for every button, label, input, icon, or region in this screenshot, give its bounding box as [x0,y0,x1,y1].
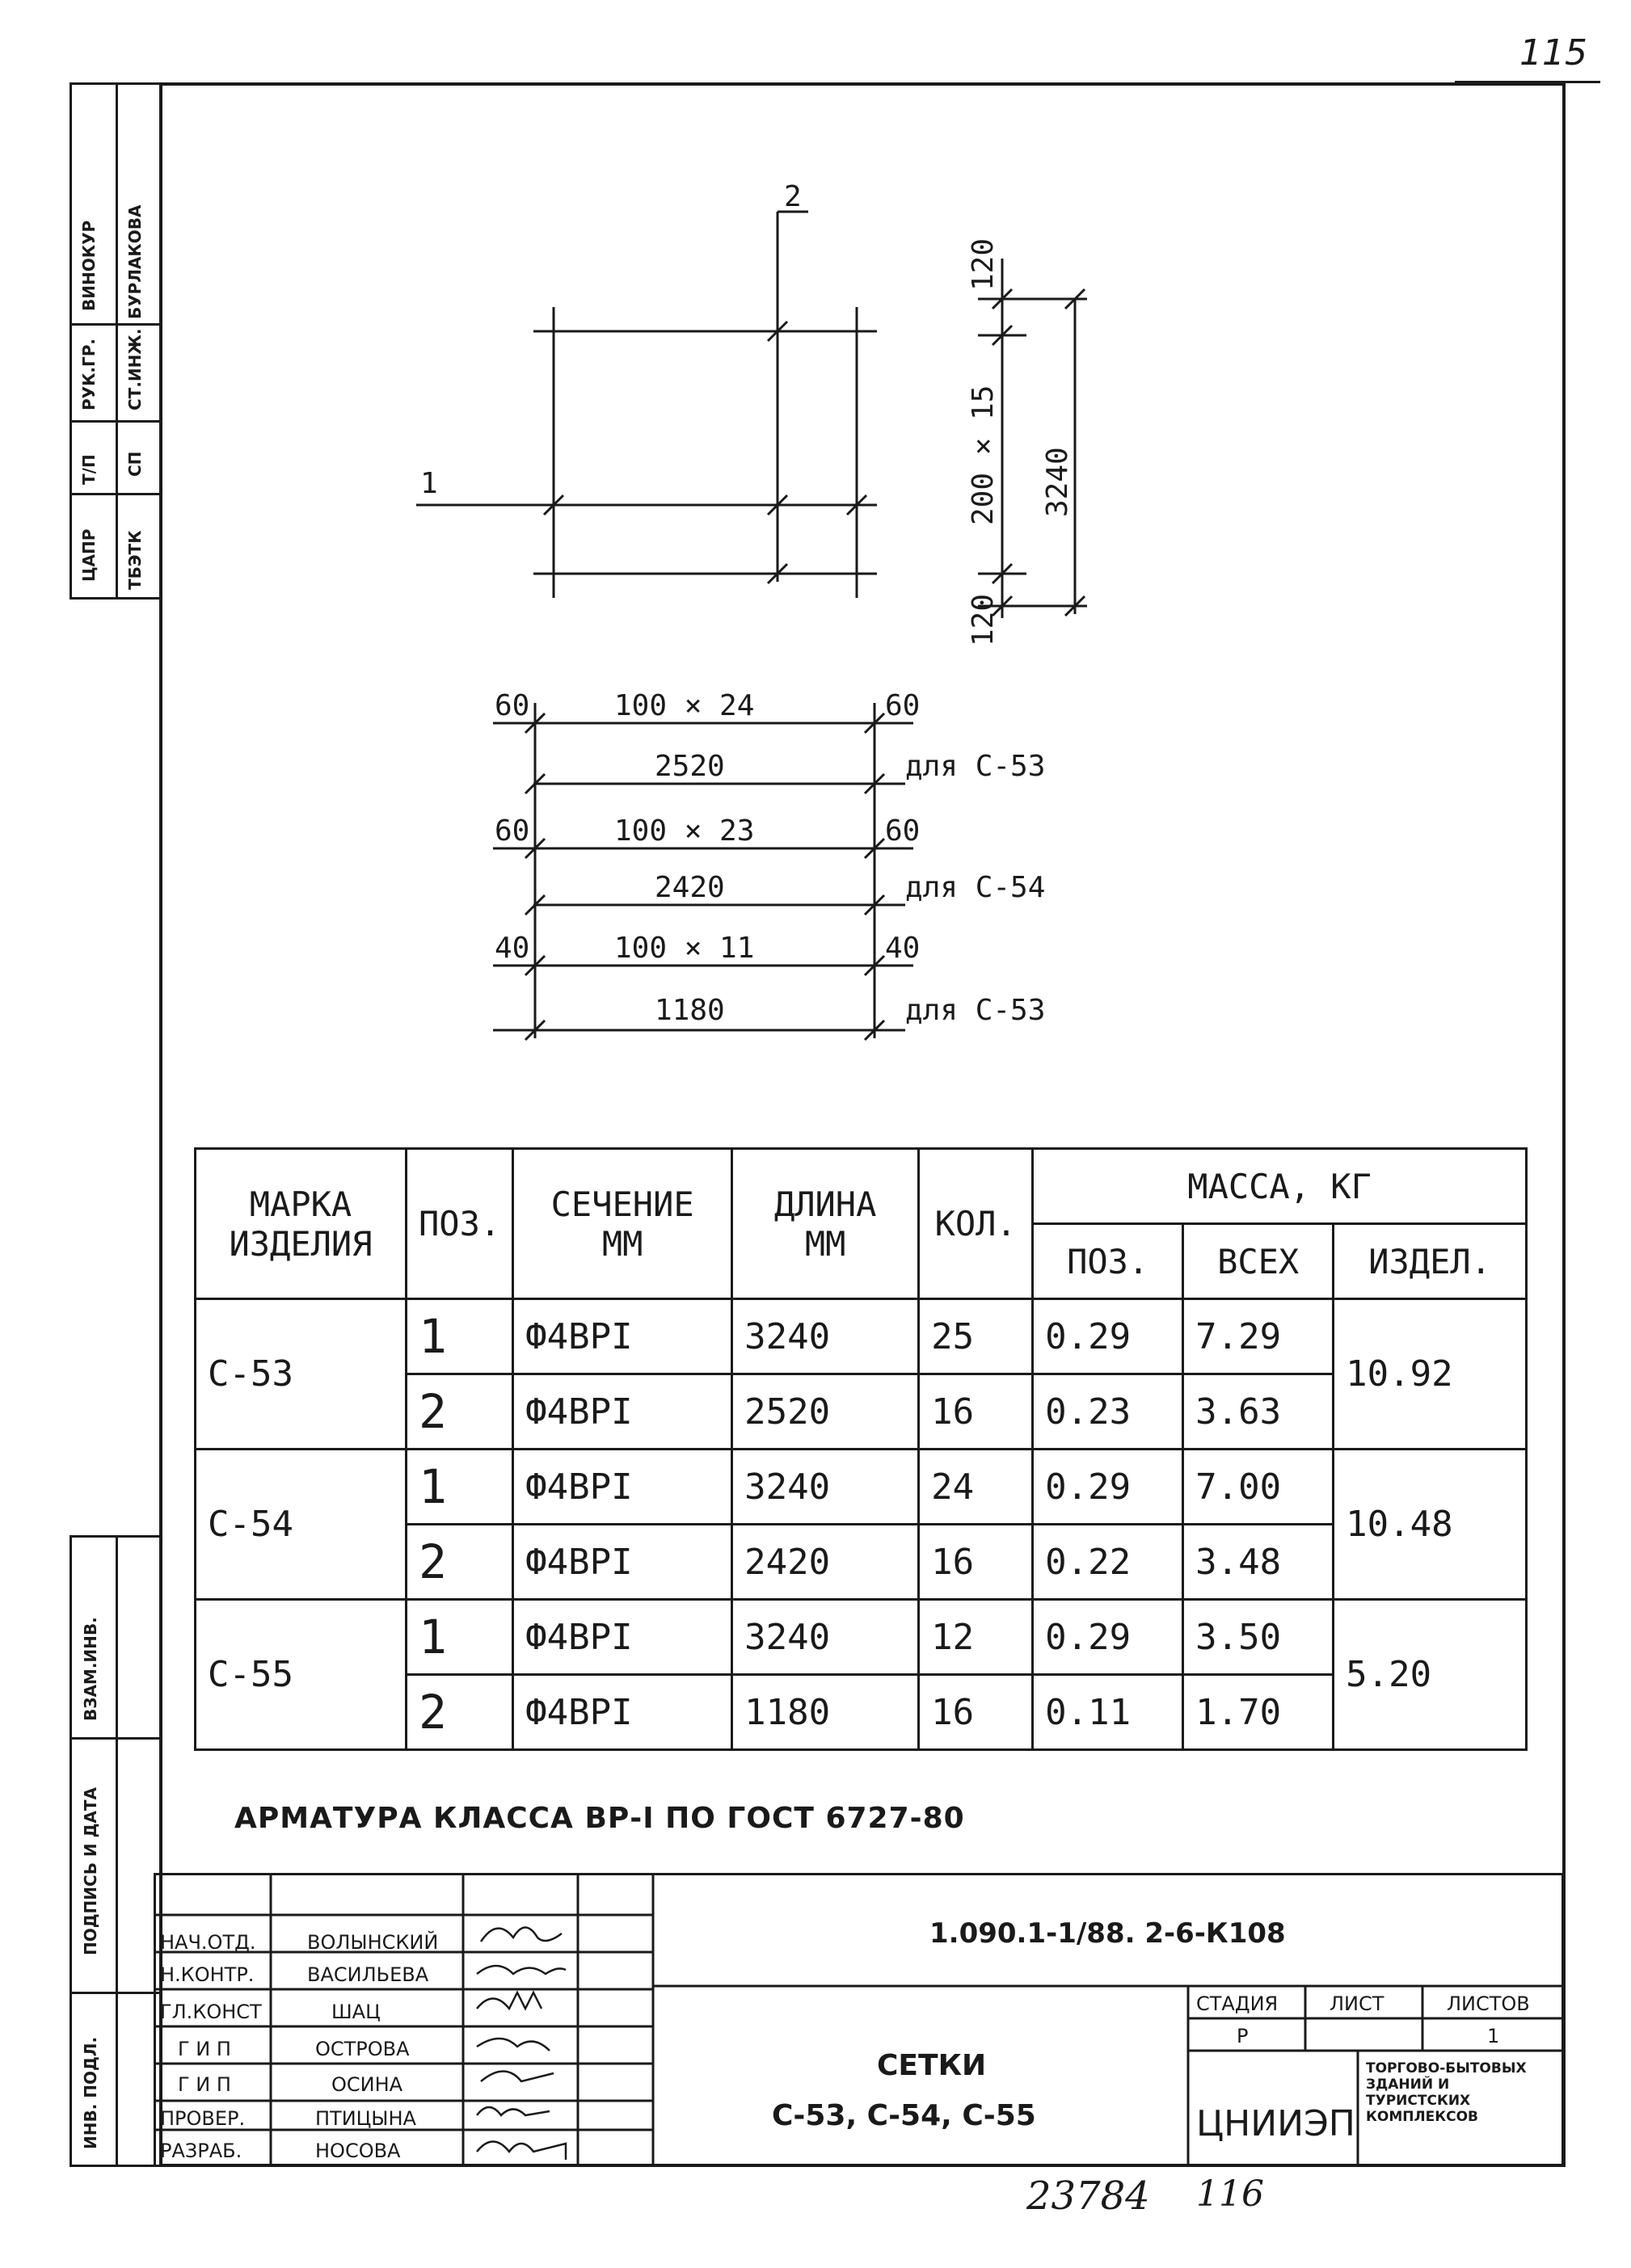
dim-row3-left: 40 [495,932,530,965]
staff-name: ПТИЦЫНА [315,2107,416,2130]
stamp-role-sp: СП [125,451,145,477]
cell-mass-all: 3.50 [1183,1600,1334,1675]
cell-mass-pos: 0.22 [1033,1525,1183,1600]
sheet-label: ЛИСТ [1330,1992,1384,2015]
header-mass-all: ВСЕХ [1183,1224,1334,1299]
cell-pos: 2 [407,1525,513,1600]
sheets-label: ЛИСТОВ [1447,1992,1530,2015]
header-section: СЕЧЕНИЕ ММ [513,1149,732,1299]
dim-row1-left: 60 [495,689,530,722]
staff-name: ШАЦ [331,2001,381,2023]
staff-role: РАЗРАБ. [160,2140,242,2162]
cell-qty: 12 [919,1600,1033,1675]
staff-name: ВОЛЫНСКИЙ [307,1931,439,1954]
stamp-role-st-inzh: СТ.ИНЖ. [125,328,145,410]
dim-row2-spacing: 100 × 23 [614,814,755,848]
stamp-podpis-data: ПОДПИСЬ И ДАТА [81,1786,100,1955]
cell-section: Ф4ВРI [513,1299,732,1374]
cell-qty: 24 [919,1450,1033,1525]
cell-mark: С-53 [196,1299,407,1450]
cell-mass-all: 7.00 [1183,1450,1334,1525]
cell-mass-all: 3.48 [1183,1525,1334,1600]
staff-role: ГЛ.КОНСТ [160,2001,262,2023]
cell-mass-all: 1.70 [1183,1675,1334,1750]
staff-name: ВАСИЛЬЕВА [307,1963,429,1986]
cell-section: Ф4ВРI [513,1374,732,1450]
stamp-name-burlakova: БУРЛАКОВА [125,204,145,319]
sheet-subtitle: С-53, С-54, С-55 [772,2099,1036,2132]
header-mass: МАССА, КГ [1033,1149,1527,1224]
staff-role: НАЧ.ОТД. [160,1931,256,1954]
doc-code: 1.090.1-1/88. 2-6-К108 [929,1917,1286,1950]
staff-name: НОСОВА [315,2140,401,2162]
dim-row3-total: 1180 [655,994,725,1027]
cell-pos: 2 [407,1675,513,1750]
staff-role: ПРОВЕР. [160,2107,246,2130]
callout-2: 2 [784,180,802,213]
stamp-divider [70,1992,161,1994]
mesh-drawing [0,0,1631,1131]
dim-row3-right: 40 [885,932,921,965]
table-row [196,1450,1527,1525]
cell-pos: 1 [407,1600,513,1675]
spec-table [194,1147,1528,1751]
sheet-title: СЕТКИ [877,2049,987,2082]
dim-vertical-bottom: 120 [967,593,1000,646]
cell-length: 2420 [732,1525,919,1600]
callout-1: 1 [420,467,438,500]
cell-mark: С-55 [196,1600,407,1750]
sheets-value: 1 [1487,2025,1500,2047]
header-qty: КОЛ. [919,1149,1033,1299]
dim-row3-note: для С-53 [905,994,1046,1027]
stamp-role-tp: Т/П [79,454,99,485]
dim-row1-note: для С-53 [905,750,1046,783]
cell-qty: 16 [919,1525,1033,1600]
staff-role: Н.КОНТР. [160,1963,255,1986]
staff-name: ОСИНА [331,2073,403,2096]
cell-mark: С-54 [196,1450,407,1600]
cell-length: 2520 [732,1374,919,1450]
staff-name: ОСТРОВА [315,2038,410,2060]
header-mark: МАРКА ИЗДЕЛИЯ [196,1149,407,1299]
cell-section: Ф4ВРI [513,1525,732,1600]
dim-row2-note: для С-54 [905,871,1046,904]
stamp-dept-tsapr: ЦАПР [79,528,99,582]
cell-pos: 2 [407,1374,513,1450]
title-block [154,1873,1564,2167]
cell-length: 3240 [732,1600,919,1675]
staff-role: Г И П [178,2038,231,2060]
dim-row1-right: 60 [885,689,921,722]
dim-row3-spacing: 100 × 11 [614,932,755,965]
dim-vertical-total: 3240 [1041,447,1074,517]
cell-section: Ф4ВРI [513,1675,732,1750]
cell-item-mass: 5.20 [1334,1600,1527,1750]
cell-length: 3240 [732,1299,919,1374]
table-row [196,1600,1527,1675]
cell-pos: 1 [407,1299,513,1374]
table-row [196,1299,1527,1374]
header-mass-pos: ПОЗ. [1033,1224,1183,1299]
stage-label: СТАДИЯ [1196,1992,1279,2015]
cell-section: Ф4ВРI [513,1450,732,1525]
stamp-vzam-inv: ВЗАМ.ИНВ. [81,1617,100,1721]
dim-row2-total: 2420 [655,871,725,904]
cell-length: 1180 [732,1675,919,1750]
stamp-name-vinokur: ВИНОКУР [79,220,99,311]
dim-vertical-middle: 200 × 15 [967,385,1000,525]
dim-row1-spacing: 100 × 24 [614,689,755,722]
org-name: ЦНИИЭП [1196,2103,1355,2144]
header-length: ДЛИНА ММ [732,1149,919,1299]
cell-mass-pos: 0.29 [1033,1299,1183,1374]
dim-vertical-top: 120 [967,238,1000,291]
org-description: ТОРГОВО-БЫТОВЫХ ЗДАНИЙ И ТУРИСТСКИХ КОМПЛЕКСОВ [1366,2060,1527,2125]
signature-mark [477,1966,566,1974]
page-number: 115 [1519,32,1587,74]
cell-mass-pos: 0.29 [1033,1600,1183,1675]
stamp-role-ruk-gr: РУК.ГР. [79,338,99,410]
cell-mass-pos: 0.29 [1033,1450,1183,1525]
dim-row1-total: 2520 [655,750,725,783]
signatures [465,1873,578,2167]
cell-mass-pos: 0.23 [1033,1374,1183,1450]
cell-mass-all: 3.63 [1183,1374,1334,1450]
footer-doc-number: 23784 [1026,2173,1150,2219]
cell-qty: 16 [919,1374,1033,1450]
header-pos: ПОЗ. [407,1149,513,1299]
signature-mark [477,2039,550,2051]
cell-mass-pos: 0.11 [1033,1675,1183,1750]
cell-qty: 16 [919,1675,1033,1750]
cell-mass-all: 7.29 [1183,1299,1334,1374]
signature-mark [477,1992,542,2009]
cell-pos: 1 [407,1450,513,1525]
cell-length: 3240 [732,1450,919,1525]
cell-item-mass: 10.48 [1334,1450,1527,1600]
footer-page: 116 [1196,2173,1264,2215]
stamp-divider [70,1737,161,1740]
stamp-divider [116,1535,118,2167]
cell-qty: 25 [919,1299,1033,1374]
stamp-dept-tbetk: ТБЭТК [125,530,145,590]
header-mass-item: ИЗДЕЛ. [1334,1224,1527,1299]
signature-mark [481,1928,562,1942]
signature-mark [477,2107,550,2115]
stage-value: Р [1237,2025,1249,2047]
signature-mark [481,2072,554,2082]
rebar-note: АРМАТУРА КЛАССА ВР-I ПО ГОСТ 6727-80 [234,1802,965,1835]
staff-role: Г И П [178,2073,231,2096]
stamp-inv-podl: ИНВ. ПОДЛ. [81,2036,100,2149]
cell-item-mass: 10.92 [1334,1299,1527,1450]
dim-row2-left: 60 [495,814,530,848]
cell-section: Ф4ВРI [513,1600,732,1675]
signature-mark [477,2142,566,2161]
dim-row2-right: 60 [885,814,921,848]
